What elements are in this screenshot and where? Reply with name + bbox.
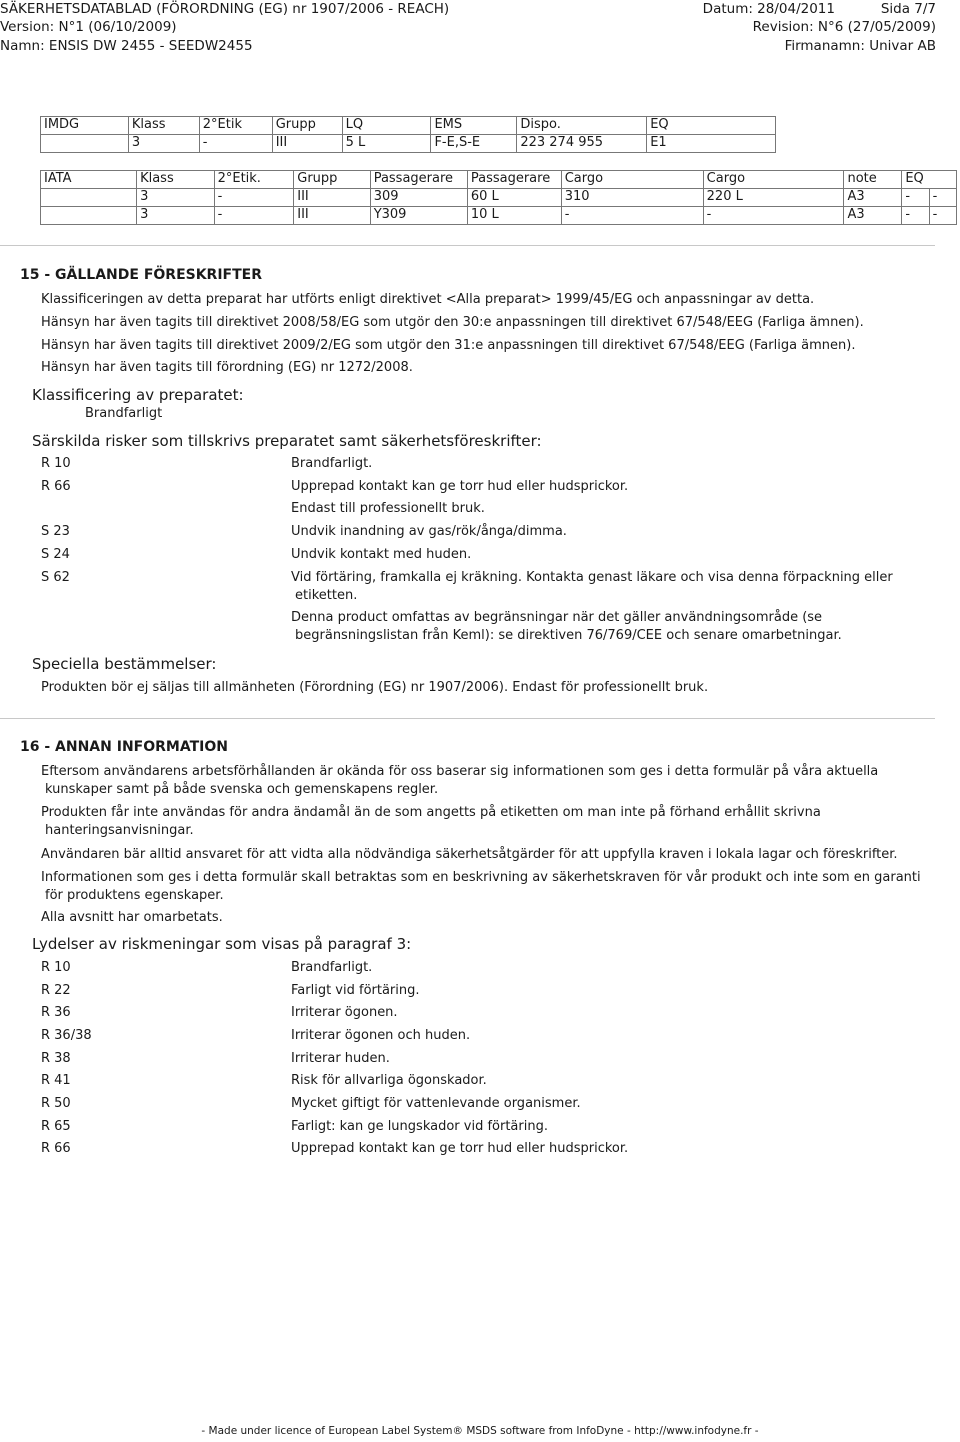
- phrase-text: Irriterar huden.: [291, 1051, 390, 1066]
- table-cell: [41, 207, 137, 225]
- phrase-code: R 65: [41, 1119, 71, 1134]
- table-header-row: [41, 117, 776, 135]
- table-row: [41, 207, 957, 225]
- phrase-code: R 38: [41, 1051, 71, 1066]
- table-row: [41, 135, 776, 153]
- table-cell: Grupp: [272, 117, 342, 135]
- phrase-code: R 66: [41, 479, 71, 494]
- table-cell: A3: [844, 189, 902, 207]
- phrase-text: Brandfarligt.: [291, 960, 373, 975]
- header-line-1: [0, 0, 936, 18]
- table-cell: Passagerare: [370, 171, 467, 189]
- phrase-code: R 50: [41, 1096, 71, 1111]
- paragraph-line: Informationen som ges i detta formulär skall betraktas som en beskrivning av säkerhetskraven för vår produkt och inte som en garanti: [41, 870, 921, 885]
- paragraph-line: Användaren bär alltid ansvaret för att vidta alla nödvändiga säkerhetsåtgärder för att uppfylla kraven i lokala lagar och föreskrifter.: [41, 847, 898, 862]
- section-15-title: 15 - GÄLLANDE FÖRESKRIFTER: [20, 267, 263, 283]
- special-heading: Speciella bestämmelser:: [32, 655, 217, 673]
- regulation-line: Klassificeringen av detta preparat har utförts enligt direktivet <Alla preparat> 1999/45/EG och anpassningar av detta.: [41, 292, 815, 307]
- phrase-code: R 36/38: [41, 1028, 92, 1043]
- table-cell: -: [214, 207, 294, 225]
- phrase-code: S 24: [41, 547, 70, 562]
- special-text: Produkten bör ej säljas till allmänheten (Förordning (EG) nr 1907/2006). Endast för professionellt bruk.: [41, 680, 709, 695]
- table-cell: -: [214, 189, 294, 207]
- table-cell: -: [929, 189, 956, 207]
- info-paragraph: [41, 763, 932, 799]
- phrase-text: Mycket giftigt för vattenlevande organismer.: [291, 1096, 581, 1111]
- table-cell: Klass: [137, 171, 215, 189]
- table-cell: -: [561, 207, 703, 225]
- table-cell: IATA: [41, 171, 137, 189]
- table-cell: Cargo: [561, 171, 703, 189]
- paragraph-line: Produkten får inte användas för andra ändamål än de som angetts på etiketten om man inte på förhand erhållit skrivna: [41, 805, 821, 820]
- table-cell: Y309: [370, 207, 467, 225]
- risks-heading: Särskilda risker som tillskrivs preparatet samt säkerhetsföreskrifter:: [32, 432, 542, 450]
- table-cell: 3: [128, 135, 199, 153]
- phrase-text: Denna product omfattas av begränsningar när det gäller användningsområde (se: [291, 610, 823, 625]
- phrase-code: R 41: [41, 1073, 71, 1088]
- table-cell: III: [272, 135, 342, 153]
- info-paragraph: [41, 804, 932, 840]
- table-cell: III: [294, 207, 370, 225]
- phrase-text: Risk för allvarliga ögonskador.: [291, 1073, 487, 1088]
- table-cell: Passagerare: [467, 171, 561, 189]
- phrase-code: R 10: [41, 456, 71, 471]
- phrase-text: Farligt: kan ge lungskador vid förtäring.: [291, 1119, 548, 1134]
- table-cell: -: [929, 207, 956, 225]
- section-divider: [0, 718, 935, 719]
- table-cell: 10 L: [467, 207, 561, 225]
- table-cell: 60 L: [467, 189, 561, 207]
- table-cell: LQ: [342, 117, 431, 135]
- risk-phrases-heading: Lydelser av riskmeningar som visas på paragraf 3:: [32, 935, 412, 953]
- regulation-line: Hänsyn har även tagits till förordning (EG) nr 1272/2008.: [41, 360, 413, 375]
- phrase-text: Farligt vid förtäring.: [291, 983, 420, 998]
- table-cell: -: [902, 189, 929, 207]
- table-cell: note: [844, 171, 902, 189]
- section-16-title: 16 - ANNAN INFORMATION: [20, 739, 228, 755]
- paragraph-line: kunskaper samt på både svenska och gemenskapens regler.: [45, 782, 439, 797]
- table-cell: 3: [137, 207, 215, 225]
- header-line-3: [0, 37, 936, 55]
- phrase-text: Upprepad kontakt kan ge torr hud eller hudsprickor.: [291, 1141, 629, 1156]
- phrase-code: R 36: [41, 1005, 71, 1020]
- table-cell: 223 274 955: [517, 135, 647, 153]
- table-header-row: [41, 171, 957, 189]
- phrase-code: S 62: [41, 570, 70, 585]
- table-cell: 220 L: [703, 189, 844, 207]
- phrase-text: Brandfarligt.: [291, 456, 373, 471]
- phrase-text: Undvik inandning av gas/rök/ånga/dimma.: [291, 524, 567, 539]
- regulation-line: Hänsyn har även tagits till direktivet 2009/2/EG som utgör den 31:e anpassningen till direktivet 67/548/EEG (Farliga ämnen).: [41, 338, 856, 353]
- document-title: SÄKERHETSDATABLAD (FÖRORDNING (EG) nr 1907/2006 - REACH): [0, 1, 450, 17]
- table-cell: -: [902, 207, 929, 225]
- iata-table: [40, 170, 957, 225]
- phrase-text: Irriterar ögonen och huden.: [291, 1028, 471, 1043]
- paragraph-line: Eftersom användarens arbetsförhållanden är okända för oss baserar sig informationen som ges i detta formulär på våra aktuella: [41, 764, 879, 779]
- table-cell: [41, 189, 137, 207]
- table-cell: 2°Etik: [199, 117, 272, 135]
- section-divider: [0, 245, 935, 246]
- table-cell: 5 L: [342, 135, 431, 153]
- company-name: Firmanamn: Univar AB: [784, 38, 936, 54]
- document-version: Version: N°1 (06/10/2009): [0, 19, 177, 35]
- phrase-text: Vid förtäring, framkalla ej kräkning. Kontakta genast läkare och visa denna förpackning eller: [291, 570, 893, 585]
- product-name: Namn: ENSIS DW 2455 - SEEDW2455: [0, 38, 253, 54]
- document-date: Datum: 28/04/2011: [702, 1, 835, 17]
- phrase-text: Undvik kontakt med huden.: [291, 547, 472, 562]
- table-cell: 309: [370, 189, 467, 207]
- page-footer: - Made under licence of European Label System® MSDS software from InfoDyne - http://www.infodyne.fr -: [201, 1425, 759, 1437]
- classification-value: Brandfarligt: [85, 406, 163, 421]
- phrase-text: Upprepad kontakt kan ge torr hud eller hudsprickor.: [291, 479, 629, 494]
- table-cell: 2°Etik.: [214, 171, 294, 189]
- table-cell: -: [703, 207, 844, 225]
- phrase-code: R 66: [41, 1141, 71, 1156]
- table-cell: III: [294, 189, 370, 207]
- table-cell: Dispo.: [517, 117, 647, 135]
- table-cell: -: [199, 135, 272, 153]
- phrase-code: R 10: [41, 960, 71, 975]
- regulation-line: Hänsyn har även tagits till direktivet 2008/58/EG som utgör den 30:e anpassningen till direktivet 67/548/EEG (Farliga ämnen).: [41, 315, 864, 330]
- table-cell: [41, 135, 129, 153]
- phrase-text-continued: begränsningslistan från Keml): se direktiven 76/769/CEE och senare omarbetningar.: [295, 628, 842, 643]
- table-cell: 3: [137, 189, 215, 207]
- table-cell: Klass: [128, 117, 199, 135]
- document-revision: Revision: N°6 (27/05/2009): [752, 19, 936, 35]
- imdg-table: [40, 116, 776, 153]
- info-paragraph: [41, 846, 932, 864]
- paragraph-line: för produktens egenskaper.: [45, 888, 224, 903]
- table-cell: F-E,S-E: [431, 135, 517, 153]
- page-number: Sida 7/7: [880, 1, 936, 17]
- table-cell: E1: [647, 135, 776, 153]
- phrase-text: Irriterar ögonen.: [291, 1005, 398, 1020]
- phrase-code: S 23: [41, 524, 70, 539]
- table-cell: Grupp: [294, 171, 370, 189]
- phrase-code: R 22: [41, 983, 71, 998]
- paragraph-line: hanteringsanvisningar.: [45, 823, 194, 838]
- table-cell: EQ: [902, 171, 957, 189]
- phrase-text-continued: etiketten.: [295, 588, 358, 603]
- table-cell: EQ: [647, 117, 776, 135]
- table-cell: A3: [844, 207, 902, 225]
- info-paragraph: [41, 909, 932, 927]
- phrase-text: Endast till professionellt bruk.: [291, 501, 485, 516]
- table-cell: IMDG: [41, 117, 129, 135]
- paragraph-line: Alla avsnitt har omarbetats.: [41, 910, 223, 925]
- classification-heading: Klassificering av preparatet:: [32, 386, 244, 404]
- header-line-2: [0, 18, 936, 36]
- table-row: [41, 189, 957, 207]
- table-cell: 310: [561, 189, 703, 207]
- table-cell: Cargo: [703, 171, 844, 189]
- table-cell: EMS: [431, 117, 517, 135]
- info-paragraph: [41, 869, 932, 905]
